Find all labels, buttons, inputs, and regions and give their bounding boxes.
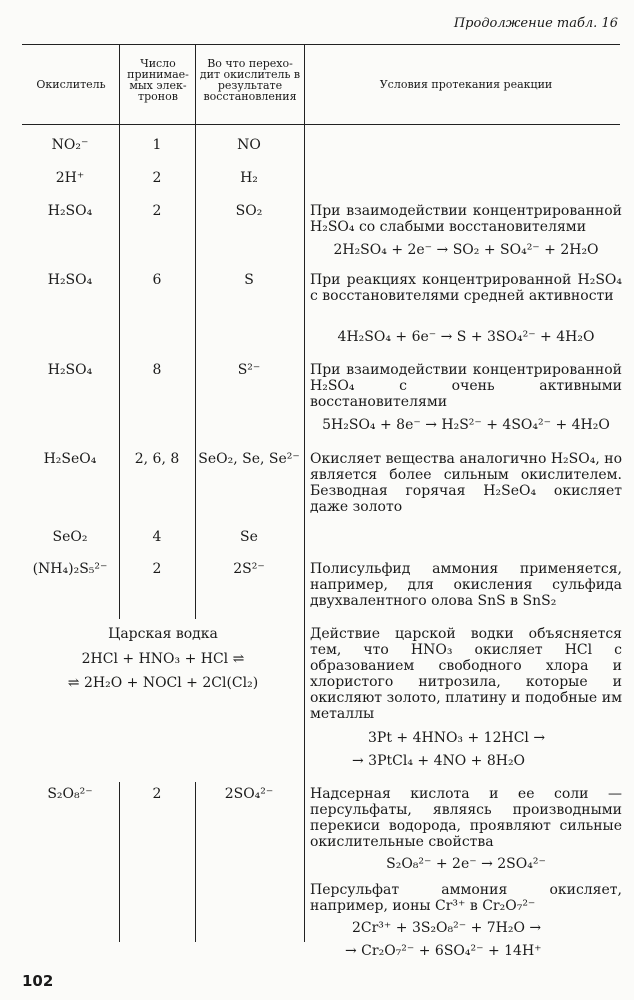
continuation-label: Продолжение табл. 16 <box>453 16 618 31</box>
aqua-regia-title: Царская водка <box>108 626 218 642</box>
condition-text: При взаимодействии концентрированной H₂SO₄ со слабыми восстановителями <box>310 203 622 235</box>
column-divider-1b <box>119 782 120 942</box>
oxidizer-cell: (NH₄)₂S₅²⁻ <box>32 561 108 577</box>
reaction-equation-line2: → 3PtCl₄ + 4NO + 8H₂O <box>352 753 526 769</box>
oxidizer-cell: NO₂⁻ <box>51 137 89 153</box>
electrons-cell: 4 <box>152 529 162 545</box>
product-cell: SeO₂, Se, Se²⁻ <box>198 451 300 467</box>
electrons-cell: 6 <box>152 272 162 288</box>
oxidizer-cell: 2H⁺ <box>55 170 85 186</box>
condition-text: Надсерная кислота и ее соли — персульфаты, являясь производными перекиси водорода, проявляют сильные окислительные свойства <box>310 786 622 850</box>
col-header-electrons: Число принимае- мых элек- тронов <box>127 57 189 103</box>
electrons-cell: 2 <box>152 170 162 186</box>
condition-text-2: Персульфат аммония окисляет, например, ионы Cr³⁺ в Cr₂O₇²⁻ <box>310 882 622 914</box>
reaction-equation-line1: 3Pt + 4HNO₃ + 12HCl → <box>368 730 546 746</box>
col-header-oxidizer: Окислитель <box>36 78 106 91</box>
table-top-rule <box>22 44 620 45</box>
condition-text: Окисляет вещества аналогично H₂SO₄, но является более сильным окислителем. Безводная горячая H₂SeO₄ окисляет даже золото <box>310 451 622 515</box>
reaction-equation: 5H₂SO₄ + 8e⁻ → H₂S²⁻ + 4SO₄²⁻ + 4H₂O <box>322 417 610 433</box>
oxidizer-cell: S₂O₈²⁻ <box>47 786 93 802</box>
aqua-regia-equation-line1: 2HCl + HNO₃ + HCl ⇌ <box>81 651 245 667</box>
reaction-equation-2-line2: → Cr₂O₇²⁻ + 6SO₄²⁻ + 14H⁺ <box>345 943 542 959</box>
product-cell: S²⁻ <box>237 362 261 378</box>
col-header-conditions: Условия протекания реакции <box>379 78 553 91</box>
product-cell: H₂ <box>240 170 258 186</box>
oxidizer-cell: H₂SO₄ <box>47 203 93 219</box>
oxidizer-cell: H₂SeO₄ <box>43 451 97 467</box>
column-divider-3 <box>304 44 305 942</box>
reaction-equation: S₂O₈²⁻ + 2e⁻ → 2SO₄²⁻ <box>386 856 546 872</box>
oxidizer-cell: SeO₂ <box>52 529 88 545</box>
condition-text: При взаимодействии концентрированной H₂SO₄ с очень активными восстановителями <box>310 362 622 410</box>
product-cell: 2S²⁻ <box>233 561 265 577</box>
electrons-cell: 1 <box>152 137 162 153</box>
product-cell: 2SO₄²⁻ <box>224 786 274 802</box>
oxidizer-cell: H₂SO₄ <box>47 362 93 378</box>
reaction-equation: 4H₂SO₄ + 6e⁻ → S + 3SO₄²⁻ + 4H₂O <box>337 329 595 345</box>
aqua-regia-equation-line2: ⇌ 2H₂O + NOCl + 2Cl(Cl₂) <box>67 675 259 691</box>
product-cell: NO <box>237 137 261 153</box>
product-cell: S <box>244 272 254 288</box>
column-divider-2b <box>195 782 196 942</box>
product-cell: Se <box>240 529 258 545</box>
col-header-product: Во что перехо- дит окислитель в результате восстановления <box>199 57 301 103</box>
reaction-equation-2-line1: 2Cr³⁺ + 3S₂O₈²⁻ + 7H₂O → <box>352 920 542 936</box>
electrons-cell: 2 <box>152 786 162 802</box>
product-cell: SO₂ <box>235 203 263 219</box>
oxidizer-cell: H₂SO₄ <box>47 272 93 288</box>
page-number: 102 <box>22 972 54 990</box>
reaction-equation: 2H₂SO₄ + 2e⁻ → SO₂ + SO₄²⁻ + 2H₂O <box>333 242 599 258</box>
condition-text: При реакциях концентрированной H₂SO₄ с восстановителями средней активности <box>310 272 622 304</box>
electrons-cell: 2 <box>152 203 162 219</box>
electrons-cell: 2, 6, 8 <box>134 451 180 467</box>
condition-text: Действие царской водки объясняется тем, что HNO₃ окисляет HCl с образованием свободного хлора и хлористого нитрозила, которые и окисляют золото, платину и подобные им металлы <box>310 626 622 722</box>
electrons-cell: 2 <box>152 561 162 577</box>
header-bottom-rule <box>22 124 620 125</box>
condition-text: Полисульфид аммония применяется, например, для окисления сульфида двухвалентного олова SnS в SnS₂ <box>310 561 622 609</box>
electrons-cell: 8 <box>152 362 162 378</box>
